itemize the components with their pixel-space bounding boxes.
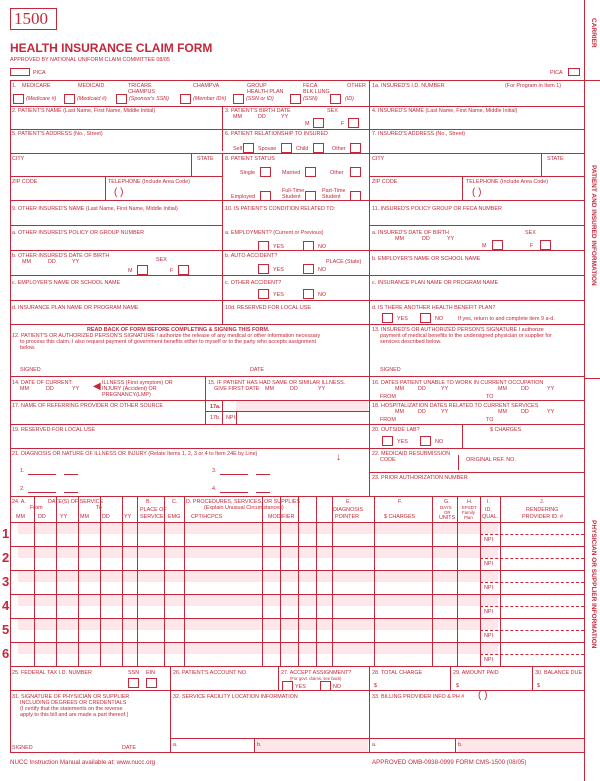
box13-line2: payment of medical benefits to the undersigned physician or supplier for bbox=[380, 333, 552, 339]
box10b-yes-checkbox[interactable] bbox=[258, 264, 269, 274]
box24-provider: PROVIDER ID. # bbox=[522, 514, 564, 520]
box31-signed: SIGNED bbox=[12, 745, 33, 751]
service-line-supplemental[interactable] bbox=[18, 619, 498, 630]
employed-label: Employed bbox=[231, 194, 255, 200]
box21-arrow-icon: ↓ bbox=[336, 452, 341, 463]
box32a: a. bbox=[173, 742, 178, 748]
box11a-m-checkbox[interactable] bbox=[492, 240, 503, 250]
box3-label: 3. PATIENT'S BIRTH DATE bbox=[225, 108, 291, 114]
box14-preg: PREGNANCY(LMP) bbox=[102, 392, 151, 398]
box4-label: 4. INSURED'S NAME (Last Name, First Name, Middle Initial) bbox=[372, 108, 518, 114]
box15-dd: DD bbox=[290, 386, 298, 392]
box15-mm: MM bbox=[265, 386, 274, 392]
box11b-label: b. EMPLOYER'S NAME OR SCHOOL NAME bbox=[372, 256, 481, 262]
medicare-checkbox[interactable] bbox=[13, 94, 24, 104]
box27-no: NO bbox=[333, 684, 342, 690]
box24-f: F. bbox=[398, 499, 403, 505]
pica-left: PICA bbox=[33, 70, 46, 76]
medicare-label: MEDICARE bbox=[22, 83, 51, 89]
box11a-label: a. INSURED'S DATE OF BIRTH bbox=[372, 230, 449, 236]
box10c-label: c. OTHER ACCIDENT? bbox=[225, 280, 282, 286]
box11a-yy: YY bbox=[447, 236, 455, 242]
box12-label: 12. PATIENT'S OR AUTHORIZED PERSON'S SIGNATURE I authorize the release of any medical or other information necessary bbox=[12, 333, 321, 339]
child-label: Child bbox=[296, 146, 309, 152]
medicaid-checkbox[interactable] bbox=[64, 94, 75, 104]
box24-mm: MM bbox=[16, 514, 25, 520]
box24-label: 24. A. bbox=[12, 499, 26, 505]
box16-yy: YY bbox=[441, 386, 449, 392]
box18-yy: YY bbox=[441, 409, 449, 415]
feca-label: FECA bbox=[303, 83, 318, 89]
box7-city: CITY bbox=[372, 156, 385, 162]
other-label: OTHER bbox=[347, 83, 366, 89]
footer-right: APPROVED OMB-0938-0999 FORM CMS-1500 (08/05) bbox=[372, 759, 527, 766]
parttime-label: Part-Time bbox=[322, 188, 346, 194]
group-label: GROUP bbox=[247, 83, 267, 89]
box21-3: 3. bbox=[212, 468, 217, 474]
box24-epsdt: EPSDT bbox=[462, 505, 477, 510]
box24-e: E. bbox=[346, 499, 352, 505]
pica-right-box[interactable] bbox=[568, 68, 580, 76]
box21-label: 21. DIAGNOSIS OR NATURE OF ILLNESS OR INJURY (Relate Items 1, 2, 3 or 4 to Item 24E by Line) bbox=[12, 451, 258, 457]
physician-supplier-label: PHYSICIAN OR SUPPLIER INFORMATION bbox=[590, 520, 597, 649]
box21-2: 2. bbox=[20, 486, 25, 492]
self-checkbox[interactable] bbox=[243, 143, 254, 153]
box33-paren: ( ) bbox=[478, 690, 488, 701]
box3-dd: DD bbox=[258, 114, 266, 120]
medicare-sub: (Medicare #) bbox=[26, 96, 57, 102]
box31-label: 31. SIGNATURE OF PHYSICIAN OR SUPPLIER bbox=[12, 694, 130, 700]
ssn-sub: (SSN) bbox=[303, 96, 318, 102]
read-back: READ BACK OF FORM BEFORE COMPLETING & SIGNING THIS FORM. bbox=[87, 327, 270, 333]
box11-label: 11. INSURED'S POLICY GROUP OR FECA NUMBER bbox=[372, 206, 502, 212]
box3-f-checkbox[interactable] bbox=[348, 118, 359, 128]
box2-label: 2. PATIENT'S NAME (Last Name, First Name, Middle Initial) bbox=[12, 108, 156, 114]
box18-to: TO bbox=[486, 417, 494, 423]
box10b-yes: YES bbox=[273, 267, 284, 273]
box24-family: Family bbox=[462, 510, 475, 515]
box24-dd: DD bbox=[38, 514, 46, 520]
box13-line3: services described below. bbox=[380, 339, 442, 345]
service-line-npi: NPI bbox=[484, 561, 493, 567]
side-strip bbox=[584, 0, 600, 781]
box7-zip: ZIP CODE bbox=[372, 179, 398, 185]
box9b-mm: MM bbox=[22, 259, 31, 265]
box20-label: 20. OUTSIDE LAB? bbox=[372, 427, 420, 433]
service-line-number: 5 bbox=[2, 622, 10, 637]
box27-label: 27. ACCEPT ASSIGNMENT? bbox=[281, 670, 352, 676]
box11a-f-checkbox[interactable] bbox=[540, 240, 551, 250]
box7-state: STATE bbox=[547, 156, 564, 162]
box10d-label: 10d. RESERVED FOR LOCAL USE bbox=[225, 305, 311, 311]
box11a-f: F bbox=[530, 243, 534, 249]
box10c-no-checkbox[interactable] bbox=[303, 289, 314, 299]
box18-dd: DD bbox=[418, 409, 426, 415]
box9-label: 9. OTHER INSURED'S NAME (Last Name, First Name, Middle Initial) bbox=[12, 206, 178, 212]
box10b-label: b. AUTO ACCIDENT? bbox=[225, 253, 278, 259]
box24-c: C. bbox=[172, 499, 178, 505]
box11d-yes-checkbox[interactable] bbox=[382, 313, 393, 323]
box12-signed: SIGNED bbox=[20, 367, 41, 373]
box14-mm: MM bbox=[20, 386, 29, 392]
box18-dd2: DD bbox=[521, 409, 529, 415]
box33a: a. bbox=[372, 742, 377, 748]
box3-mm: MM bbox=[233, 114, 242, 120]
pica-right: PICA bbox=[550, 70, 563, 76]
box16-dd2: DD bbox=[521, 386, 529, 392]
box31-l2: INCLUDING DEGREES OR CREDENTIALS bbox=[20, 700, 127, 706]
box5-paren: ( ) bbox=[114, 187, 124, 198]
box15-give: GIVE FIRST DATE bbox=[214, 386, 260, 392]
box10c-no: NO bbox=[318, 292, 327, 298]
box24-units: UNITS bbox=[439, 515, 456, 521]
single-label: Single bbox=[240, 170, 255, 176]
approved-by: APPROVED BY NATIONAL UNIFORM CLAIM COMMITTEE 08/05 bbox=[10, 57, 170, 63]
box25-ssn: SSN bbox=[128, 670, 140, 676]
box9b-m-checkbox[interactable] bbox=[137, 265, 148, 275]
box24-b: B. bbox=[146, 499, 152, 505]
box14-ill: ILLNESS (First symptom) OR bbox=[102, 380, 173, 386]
box28-dollar: $ bbox=[374, 683, 377, 689]
box5-phone: TELEPHONE (Include Area Code) bbox=[108, 179, 191, 185]
box17b: 17b. bbox=[210, 415, 221, 421]
box8-label: 8. PATIENT STATUS bbox=[225, 156, 275, 162]
box30-label: 30. BALANCE DUE bbox=[535, 670, 583, 676]
pica-left-box[interactable] bbox=[10, 68, 30, 76]
service-line-number: 2 bbox=[2, 550, 10, 565]
fulltime-label: Full-Time bbox=[282, 188, 305, 194]
box12-line2: to process this claim. I also request payment of government benefits either to myself or to the party who accepts assignment bbox=[20, 339, 317, 345]
box21-1: 1. bbox=[20, 468, 25, 474]
service-line-number: 4 bbox=[2, 598, 10, 613]
box9b-yy: YY bbox=[72, 259, 80, 265]
box9b-f: F bbox=[170, 268, 174, 274]
feca-checkbox[interactable] bbox=[290, 94, 301, 104]
box33b: b. bbox=[458, 742, 463, 748]
box29-label: 29. AMOUNT PAID bbox=[453, 670, 499, 676]
box11d-yes: YES bbox=[397, 316, 408, 322]
service-line-supplemental[interactable] bbox=[18, 643, 498, 654]
box17-label: 17. NAME OF REFERRING PROVIDER OR OTHER SOURCE bbox=[12, 403, 163, 409]
box9b-f-checkbox[interactable] bbox=[178, 265, 189, 275]
box24-mm2: MM bbox=[80, 514, 89, 520]
box31-l4: apply to this bill and are made a part thereof.) bbox=[20, 712, 129, 718]
box30-dollar: $ bbox=[537, 683, 540, 689]
box24-d: D. PROCEDURES, SERVICES, OR SUPPLIES bbox=[186, 499, 301, 505]
box11d-label: d. IS THERE ANOTHER HEALTH BENEFIT PLAN? bbox=[372, 305, 496, 311]
box10-label: 10. IS PATIENT'S CONDITION RELATED TO: bbox=[225, 206, 336, 212]
box9b-dd: DD bbox=[48, 259, 56, 265]
box24-or: OR bbox=[444, 510, 451, 515]
box3-m-checkbox[interactable] bbox=[313, 118, 324, 128]
box3-sex: SEX bbox=[327, 108, 338, 114]
service-line-number: 6 bbox=[2, 646, 10, 661]
single-checkbox[interactable] bbox=[260, 167, 271, 177]
box24-yy: YY bbox=[60, 514, 68, 520]
footer-left: NUCC Instruction Manual available at: www.nucc.org bbox=[10, 759, 156, 766]
box25-ein: EIN bbox=[146, 670, 155, 676]
box31-date: DATE bbox=[122, 745, 136, 751]
box11c-label: c. INSURANCE PLAN NAME OR PROGRAM NAME bbox=[372, 280, 499, 286]
box9c-label: c. EMPLOYER'S NAME OR SCHOOL NAME bbox=[12, 280, 121, 286]
box20-charges: $ CHARGES bbox=[490, 427, 522, 433]
box10a-no: NO bbox=[318, 244, 327, 250]
box18-mm2: MM bbox=[498, 409, 507, 415]
ssn-checkbox[interactable] bbox=[128, 678, 139, 688]
box11a-dd: DD bbox=[422, 236, 430, 242]
box13-signed: SIGNED bbox=[380, 367, 401, 373]
box15-label: 15. IF PATIENT HAS HAD SAME OR SIMILAR ILLNESS. bbox=[208, 380, 346, 386]
spouse-label: Spouse bbox=[258, 146, 277, 152]
box17b-npi: NPI bbox=[226, 415, 235, 421]
box25-label: 25. FEDERAL TAX I.D. NUMBER bbox=[12, 670, 92, 676]
box5-state: STATE bbox=[197, 156, 214, 162]
box24-id: ID. bbox=[485, 507, 492, 513]
box14-arrow-icon: ◀ bbox=[93, 381, 101, 392]
box1a-note: (For Program in Item 1) bbox=[505, 83, 562, 89]
box23-label: 23. PRIOR AUTHORIZATION NUMBER bbox=[372, 475, 468, 481]
service-line-number: 3 bbox=[2, 574, 10, 589]
member-sub: (Member ID#) bbox=[193, 96, 227, 102]
box24-to: To bbox=[96, 505, 102, 511]
tricare-checkbox[interactable] bbox=[116, 94, 127, 104]
box12-date: DATE bbox=[250, 367, 264, 373]
box16-label: 16. DATES PATIENT UNABLE TO WORK IN CURRENT OCCUPATION bbox=[372, 380, 544, 386]
box1a-label: 1a. INSURED'S I.D. NUMBER bbox=[372, 83, 445, 89]
box32b-shade bbox=[256, 739, 368, 752]
service-line-npi: NPI bbox=[484, 633, 493, 639]
form-number: 1500 bbox=[10, 8, 57, 30]
box16-mm2: MM bbox=[498, 386, 507, 392]
box14-yy: YY bbox=[72, 386, 80, 392]
box31-l3: (I certify that the statements on the reverse bbox=[20, 706, 123, 712]
box33-label: 33. BILLING PROVIDER INFO & PH # bbox=[372, 694, 465, 700]
box3-yy: YY bbox=[281, 114, 289, 120]
box24-days: DAYS bbox=[440, 505, 452, 510]
box1-label: 1. bbox=[12, 83, 17, 89]
champva-label: CHAMPVA bbox=[193, 83, 220, 89]
rel-other-checkbox[interactable] bbox=[350, 143, 361, 153]
box18-mm: MM bbox=[395, 409, 404, 415]
medicaid-sub: (Medicaid #) bbox=[77, 96, 107, 102]
champva-checkbox[interactable] bbox=[180, 94, 191, 104]
id-sub: (ID) bbox=[345, 96, 354, 102]
box7-paren: ( ) bbox=[472, 187, 482, 198]
box24-g: G. bbox=[444, 499, 450, 505]
box22-code: CODE bbox=[380, 457, 396, 463]
service-line-supplemental[interactable] bbox=[18, 523, 498, 534]
box12-line3: below. bbox=[20, 345, 36, 351]
box9a-label: a. OTHER INSURED'S POLICY OR GROUP NUMBER bbox=[12, 230, 145, 236]
box3-m: M bbox=[305, 121, 310, 127]
box10a-label: a. EMPLOYMENT? (Current or Previous) bbox=[225, 230, 324, 236]
medicaid-label: MEDICAID bbox=[78, 83, 105, 89]
box29-dollar: $ bbox=[456, 683, 459, 689]
box15-yy: YY bbox=[318, 386, 326, 392]
box24-yy2: YY bbox=[124, 514, 132, 520]
box11d-note: If yes, return to and complete item 9 a-d. bbox=[458, 316, 555, 322]
box27-yes: YES bbox=[295, 684, 306, 690]
self-label: Self bbox=[233, 146, 243, 152]
service-line-npi: NPI bbox=[484, 585, 493, 591]
box11a-mm: MM bbox=[395, 236, 404, 242]
champus-label: CHAMPUS bbox=[128, 89, 155, 95]
box24-j: J. bbox=[540, 499, 545, 505]
box13-label: 13. INSURED'S OR AUTHORIZED PERSON'S SIGNATURE I authorize bbox=[372, 327, 544, 333]
box9b-label: b. OTHER INSURED'S DATE OF BIRTH bbox=[12, 253, 110, 259]
box24-qual: QUAL. bbox=[482, 514, 499, 520]
service-line-npi: NPI bbox=[484, 657, 493, 663]
box11d-no: NO bbox=[435, 316, 444, 322]
child-checkbox[interactable] bbox=[313, 143, 324, 153]
box19-label: 19. RESERVED FOR LOCAL USE bbox=[12, 427, 95, 433]
box16-mm: MM bbox=[395, 386, 404, 392]
married-checkbox[interactable] bbox=[305, 167, 316, 177]
box24-place: PLACE OF bbox=[140, 507, 167, 513]
box7-phone: TELEPHONE (Include Area Code) bbox=[466, 179, 549, 185]
tricare-label: TRICARE bbox=[128, 83, 152, 89]
box16-to: TO bbox=[486, 394, 494, 400]
box11a-m: M bbox=[482, 243, 487, 249]
box14-dd: DD bbox=[46, 386, 54, 392]
box24-from: From bbox=[30, 505, 43, 511]
box10a-yes: YES bbox=[273, 244, 284, 250]
box3-f: F bbox=[341, 121, 345, 127]
married-label: Married bbox=[282, 170, 301, 176]
box9b-m: M bbox=[128, 268, 133, 274]
fulltime-student: Student bbox=[282, 194, 301, 200]
box28-label: 28. TOTAL CHARGE bbox=[372, 670, 423, 676]
service-line-npi: NPI bbox=[484, 537, 493, 543]
box10b-no: NO bbox=[318, 267, 327, 273]
box18-from: FROM bbox=[380, 417, 396, 423]
box9d-label: d. INSURANCE PLAN NAME OR PROGRAM NAME bbox=[12, 305, 139, 311]
other-checkbox[interactable] bbox=[330, 94, 341, 104]
box5-city: CITY bbox=[12, 156, 25, 162]
box24-rendering: RENDERING bbox=[526, 507, 559, 513]
box20-no-checkbox[interactable] bbox=[420, 436, 431, 446]
box5-zip: ZIP CODE bbox=[12, 179, 38, 185]
box10b-no-checkbox[interactable] bbox=[303, 264, 314, 274]
box26-label: 26. PATIENT'S ACCOUNT NO. bbox=[173, 670, 248, 676]
box7-label: 7. INSURED'S ADDRESS (No., Street) bbox=[372, 131, 465, 137]
service-line-supplemental[interactable] bbox=[18, 571, 498, 582]
box24-diagnosis: DIAGNOSIS bbox=[333, 507, 363, 513]
health-plan-label: HEALTH PLAN bbox=[247, 89, 284, 95]
box24-explain: (Explain Unusual Circumstances) bbox=[204, 505, 284, 511]
form-title: HEALTH INSURANCE CLAIM FORM bbox=[10, 41, 213, 55]
service-line-supplemental[interactable] bbox=[18, 547, 498, 558]
box10b-place: PLACE (State) bbox=[326, 259, 362, 265]
box14-label: 14. DATE OF CURRENT: bbox=[12, 380, 73, 386]
box24-dates: DATE(S) OF SERVICE bbox=[48, 499, 104, 505]
box9b-sex: SEX bbox=[156, 257, 167, 263]
box14-inj: INJURY (Accident) OR bbox=[102, 386, 157, 392]
spouse-checkbox[interactable] bbox=[281, 143, 292, 153]
box18-label: 18. HOSPITALIZATION DATES RELATED TO CURRENT SERVICES bbox=[372, 403, 539, 409]
box32-label: 32. SERVICE FACILITY LOCATION INFORMATION bbox=[173, 694, 298, 700]
box24-emg: EMG bbox=[168, 514, 181, 520]
box27-note: (For govt. claims, see back) bbox=[290, 676, 342, 681]
box22-orig: ORIGINAL REF. NO. bbox=[466, 457, 516, 463]
box16-from: FROM bbox=[380, 394, 396, 400]
box24-i: I. bbox=[487, 499, 490, 505]
rel-other-label: Other bbox=[332, 146, 346, 152]
box20-no: NO bbox=[435, 439, 444, 445]
box24-dd2: DD bbox=[102, 514, 110, 520]
box16-yy2: YY bbox=[547, 386, 555, 392]
box17a-shade bbox=[236, 401, 368, 411]
box20-yes: YES bbox=[397, 439, 408, 445]
box11d-no-checkbox[interactable] bbox=[420, 313, 431, 323]
box18-yy2: YY bbox=[547, 409, 555, 415]
box33b-shade bbox=[458, 739, 584, 752]
box24-plan: Plan bbox=[464, 515, 473, 520]
box10c-yes: YES bbox=[273, 292, 284, 298]
box24-charges: $ CHARGES bbox=[384, 514, 416, 520]
patient-insured-label: PATIENT AND INSURED INFORMATION bbox=[590, 165, 597, 286]
group-checkbox[interactable] bbox=[233, 94, 244, 104]
ssn-id-sub: (SSN or ID) bbox=[246, 96, 274, 102]
box5-label: 5. PATIENT'S ADDRESS (No., Street) bbox=[12, 131, 103, 137]
box6-label: 6. PATIENT RELATIONSHIP TO INSURED bbox=[225, 131, 328, 137]
status-other-label: Other bbox=[330, 170, 344, 176]
box10c-yes-checkbox[interactable] bbox=[258, 289, 269, 299]
box24-h: H. bbox=[467, 499, 473, 505]
box20-yes-checkbox[interactable] bbox=[382, 436, 393, 446]
service-line-npi: NPI bbox=[484, 609, 493, 615]
box32b: b. bbox=[257, 742, 262, 748]
box17a: 17a. bbox=[210, 404, 221, 410]
sponsor-sub: (Sponsor's SSN) bbox=[129, 96, 169, 102]
box11a-sex: SEX bbox=[525, 230, 536, 236]
box21-4: 4. bbox=[212, 486, 217, 492]
box16-dd: DD bbox=[418, 386, 426, 392]
parttime-student: Student bbox=[322, 194, 341, 200]
carrier-label: CARRIER bbox=[590, 18, 597, 48]
service-line-supplemental[interactable] bbox=[18, 595, 498, 606]
box24-service: SERVICE bbox=[140, 514, 164, 520]
blk-lung-label: BLK LUNG bbox=[303, 89, 330, 95]
box24-cpt: CPT/HCPCS bbox=[191, 514, 223, 520]
box22-label: 22. MEDICAID RESUBMISSION bbox=[372, 451, 451, 457]
ein-checkbox[interactable] bbox=[146, 678, 157, 688]
box24-modifier: MODIFIER bbox=[268, 514, 295, 520]
box24-pointer: POINTER bbox=[335, 514, 359, 520]
service-line-number: 1 bbox=[2, 526, 10, 541]
status-other-checkbox[interactable] bbox=[350, 167, 361, 177]
